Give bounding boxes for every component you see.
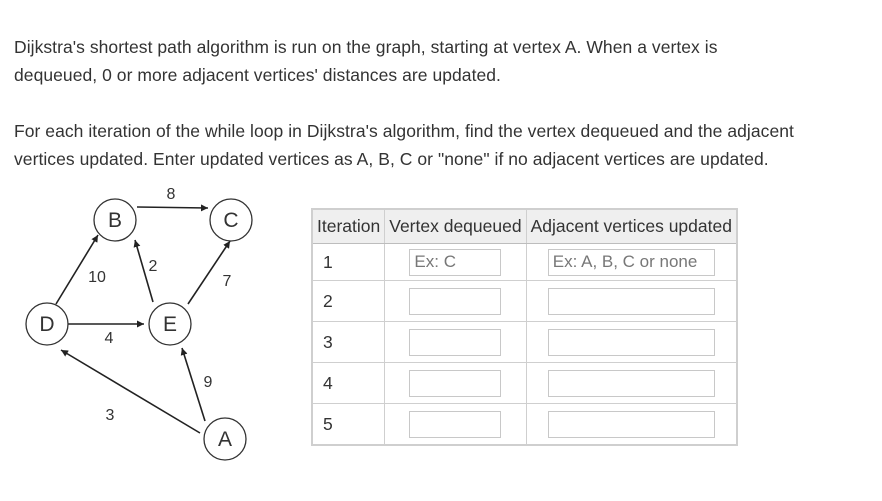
header-adjacent-vertices-updated: Adjacent vertices updated [526,209,737,244]
node-a [204,418,246,460]
adjacent-vertices-input-5[interactable] [548,411,715,438]
adjacent-cell [526,244,737,281]
iteration-number: 3 [312,322,385,363]
svg-text:C: C [223,209,239,232]
adjacent-cell [526,322,737,363]
iteration-number: 4 [312,363,385,404]
node-e [149,303,191,345]
svg-text:E: E [162,313,178,336]
edge-a-e [182,348,205,421]
adjacent-cell [526,404,737,446]
svg-text:A: A [217,428,233,451]
node-b [94,199,136,241]
table-header-row [312,209,737,244]
edge-a-d [61,350,200,433]
edge-b-c [137,207,208,208]
vertex-dequeued-input-4[interactable] [409,370,501,397]
weight-a-d: 3 [105,407,115,424]
vertex-dequeued-input-3[interactable] [409,329,501,356]
table-row [312,244,737,281]
iteration-number: 1 [312,244,385,281]
weight-b-c: 8 [166,186,176,203]
header-iteration: Iteration [312,209,385,244]
adjacent-vertices-input-1[interactable] [548,249,715,276]
instruction-paragraph-1: Dijkstra's shortest path algorithm is run on the graph, starting at vertex A. When a vertex is dequeued, 0 or more adjacent vertices' distances are updated. [14,37,718,85]
weight-d-e: 4 [104,330,114,347]
svg-text:D: D [39,313,55,336]
weight-d-b: 10 [88,269,106,286]
weight-e-c: 7 [222,273,232,290]
node-d [26,303,68,345]
vertex-cell [385,322,526,363]
vertex-dequeued-input-1[interactable] [409,249,501,276]
adjacent-vertices-input-4[interactable] [548,370,715,397]
table-row [312,281,737,322]
iteration-number: 2 [312,281,385,322]
vertex-cell [385,363,526,404]
weight-a-e: 9 [203,374,213,391]
iteration-table [311,208,738,446]
instruction-paragraph-2: For each iteration of the while loop in Dijkstra's algorithm, find the vertex dequeued and the adjacent vertices updated. Enter updated vertices as A, B, C or "none" if no adjacent vertices are updated. [14,121,794,169]
table-row [312,363,737,404]
table-row [312,322,737,363]
directed-graph [0,180,300,480]
adjacent-cell [526,363,737,404]
table-row [312,404,737,446]
vertex-dequeued-input-5[interactable] [409,411,501,438]
svg-text:B: B [107,209,123,232]
adjacent-vertices-input-3[interactable] [548,329,715,356]
vertex-cell [385,244,526,281]
weight-e-b: 2 [148,258,158,275]
vertex-dequeued-input-2[interactable] [409,288,501,315]
vertex-cell [385,281,526,322]
vertex-cell [385,404,526,446]
adjacent-vertices-input-2[interactable] [548,288,715,315]
header-vertex-dequeued: Vertex dequeued [385,209,526,244]
adjacent-cell [526,281,737,322]
iteration-number: 5 [312,404,385,446]
node-c [210,199,252,241]
